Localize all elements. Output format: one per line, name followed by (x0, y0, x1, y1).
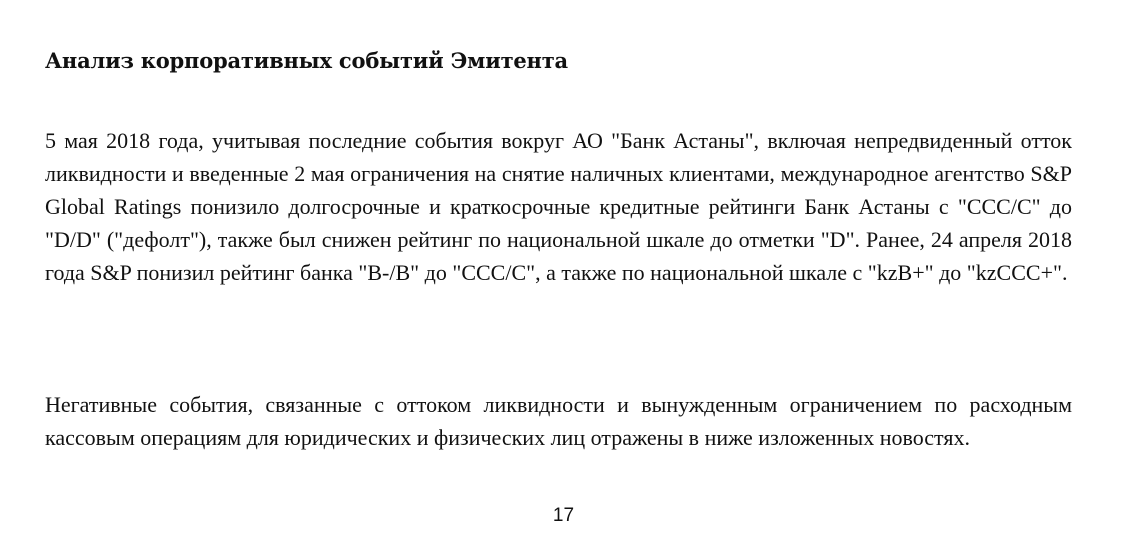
section-heading: Анализ корпоративных событий Эмитента (45, 48, 568, 73)
paragraph-rating-downgrade: 5 мая 2018 года, учитывая последние события вокруг АО "Банк Астаны", включая непредвиденный отток ликвидности и введенные 2 мая ограничения на снятие наличных клиентами, международное агентство S&P Global Ratings понизило долгосрочные и краткосрочные кредитные рейтинги Банк Астаны с "CCC/C" до "D/D" ("дефолт"), также был снижен рейтинг по национальной шкале до отметки "D". Ранее, 24 апреля 2018 года S&P понизил рейтинг банка "B-/B" до "CCC/C", а также по национальной шкале с "kzB+" до "kzCCC+". (45, 128, 1072, 285)
page-number: 17 (552, 505, 575, 526)
paragraph-negative-events: Негативные события, связанные с оттоком ликвидности и вынужденным ограничением по расходным кассовым операциям для юридических и физических лиц отражены в ниже изложенных новостях. (45, 392, 1072, 450)
